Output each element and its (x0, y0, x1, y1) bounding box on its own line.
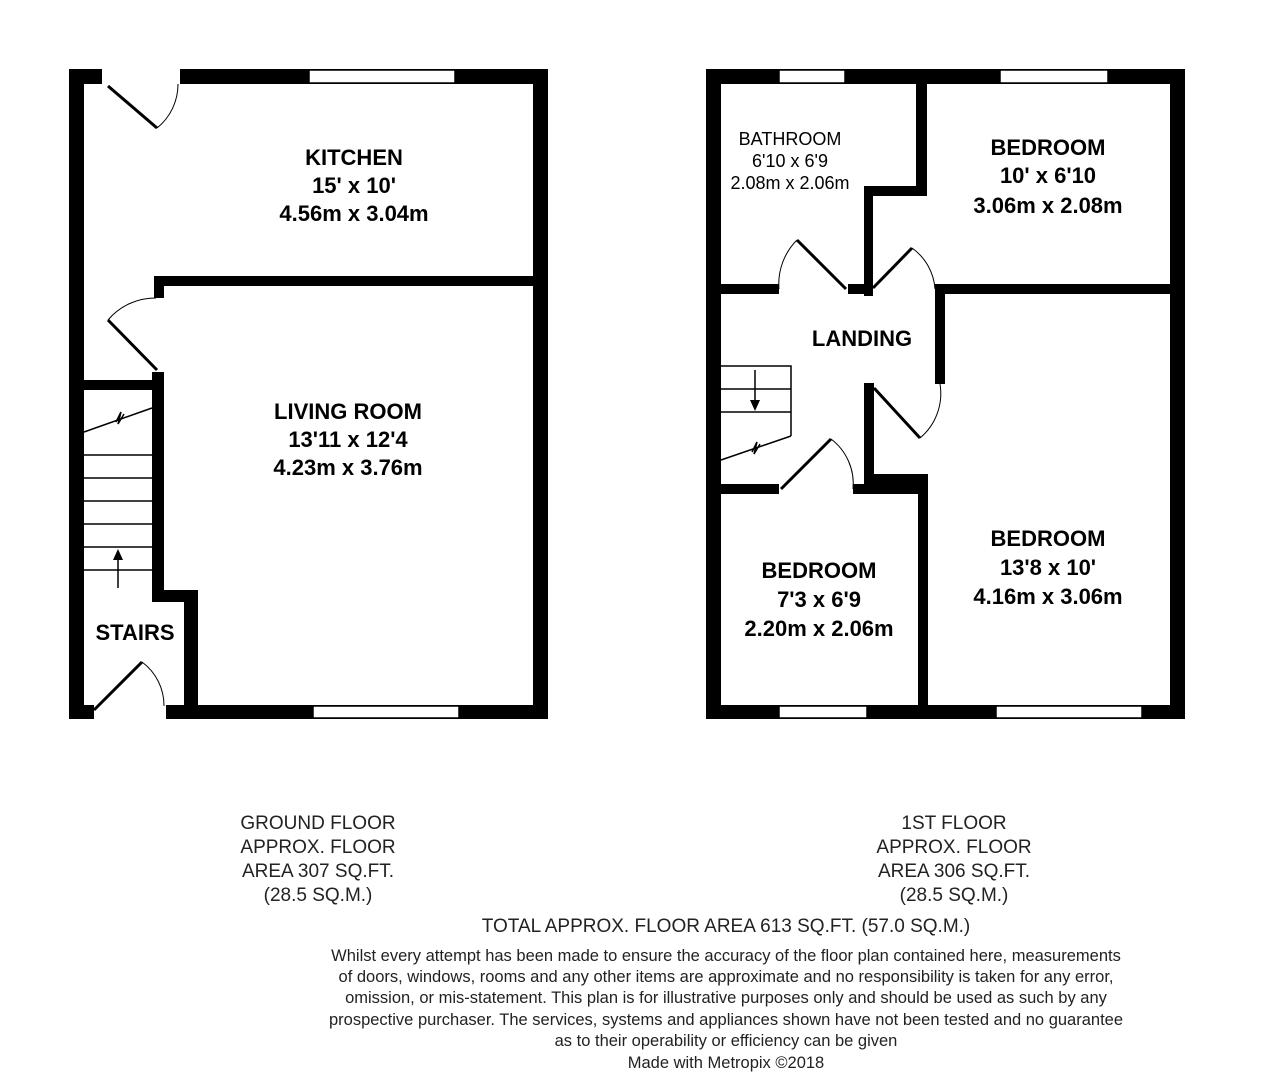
caption-line: (28.5 SQ.M.) (899, 885, 1009, 906)
door-swing (779, 240, 797, 289)
arrow-up-icon (113, 549, 123, 560)
bedroom-door (874, 388, 920, 438)
bedroom-window (1000, 70, 1108, 83)
stairs-name: STAIRS (95, 620, 175, 645)
bedroom-top-metric: 3.06m x 2.08m (973, 193, 1123, 218)
caption-line: 1ST FLOOR (901, 813, 1007, 834)
wall (69, 69, 84, 719)
wall (1170, 69, 1185, 719)
kitchen-metric: 4.56m x 3.04m (279, 201, 429, 226)
bedroom-window (779, 706, 867, 718)
kitchen-external-door (108, 86, 157, 128)
disclaimer-line: as to their operability or efficiency can be given (554, 1032, 898, 1050)
caption-line: AREA 307 SQ.FT. (241, 861, 395, 882)
bedroom-large-name: BEDROOM (990, 526, 1106, 551)
wall (918, 474, 928, 705)
tread (84, 408, 152, 432)
bedroom-window (996, 706, 1142, 718)
caption-line: GROUND FLOOR (240, 813, 396, 834)
kitchen-window (309, 70, 455, 83)
break-mark (752, 442, 760, 454)
bathroom-metric: 2.08m x 2.06m (730, 173, 850, 193)
wall (69, 705, 94, 719)
arrow-down-icon (750, 400, 760, 411)
bathroom-name: BATHROOM (738, 129, 842, 149)
disclaimer-line: prospective purchaser. The services, systems and appliances shown have not been tested and no guarantee (328, 1011, 1124, 1029)
bathroom-door (797, 240, 846, 289)
ground-floor-caption (240, 813, 395, 906)
bedroom-large-imperial: 13'8 x 10' (999, 555, 1097, 580)
bedroom-small-name: BEDROOM (761, 558, 877, 583)
bedroom-door (781, 439, 831, 489)
wall (848, 284, 873, 294)
caption-line: APPROX. FLOOR (240, 837, 396, 858)
wall (864, 383, 874, 481)
first-floor-plan (706, 69, 1185, 719)
wall (154, 276, 164, 298)
wall (706, 69, 721, 719)
staircase (84, 408, 152, 588)
disclaimer (329, 947, 1123, 1050)
wall (721, 284, 779, 294)
door-swing (157, 84, 178, 128)
living-room-name: LIVING ROOM (274, 399, 422, 424)
wall (935, 284, 945, 384)
wall (84, 380, 162, 390)
wall (721, 484, 779, 494)
wall (864, 186, 873, 296)
total-area: TOTAL APPROX. FLOOR AREA 613 SQ.FT. (57.0 SQ.M.) (481, 916, 971, 937)
wall (533, 69, 548, 719)
wall (154, 276, 533, 286)
disclaimer-line: Whilst every attempt has been made to ensure the accuracy of the floor plan contained here, measurements (331, 947, 1121, 965)
bedroom-top-name: BEDROOM (990, 135, 1106, 160)
living-room-window (313, 706, 459, 718)
kitchen-name: KITCHEN (305, 145, 403, 170)
wall (706, 69, 1185, 84)
door-swing (920, 384, 941, 438)
wall (184, 590, 198, 719)
bedroom-door (873, 248, 912, 288)
living-room-door (108, 320, 157, 370)
staircase (721, 366, 791, 460)
credit: Made with Metropix ©2018 (627, 1054, 825, 1072)
front-door (94, 662, 142, 710)
bedroom-small-imperial: 7'3 x 6'9 (777, 587, 861, 612)
door-swing (831, 439, 853, 489)
bathroom-imperial: 6'10 x 6'9 (752, 151, 828, 171)
caption-line: AREA 306 SQ.FT. (877, 861, 1031, 882)
landing-name: LANDING (811, 326, 913, 351)
door-swing (108, 298, 156, 320)
wall (864, 186, 927, 196)
wall (935, 284, 1170, 294)
living-room-imperial: 13'11 x 12'4 (288, 427, 408, 452)
caption-line: APPROX. FLOOR (876, 837, 1032, 858)
door-swing (142, 662, 164, 706)
bedroom-large-metric: 4.16m x 3.06m (973, 584, 1123, 609)
bathroom-window (779, 70, 845, 83)
disclaimer-line: omission, or mis-statement. This plan is for illustrative purposes only and should be used as such by any (345, 989, 1107, 1007)
wall (853, 484, 928, 494)
bedroom-small-metric: 2.20m x 2.06m (744, 616, 894, 641)
wall (916, 84, 927, 193)
door-swing (912, 248, 935, 289)
caption-line: (28.5 SQ.M.) (263, 885, 373, 906)
ground-floor-plan (69, 69, 548, 719)
wall (152, 372, 164, 600)
living-room-metric: 4.23m x 3.76m (273, 455, 423, 480)
kitchen-imperial: 15' x 10' (312, 173, 396, 198)
disclaimer-line: of doors, windows, rooms and any other items are approximate and no responsibility is taken for any error, (338, 968, 1114, 986)
bedroom-top-imperial: 10' x 6'10 (999, 163, 1097, 188)
first-floor-caption (876, 813, 1031, 906)
